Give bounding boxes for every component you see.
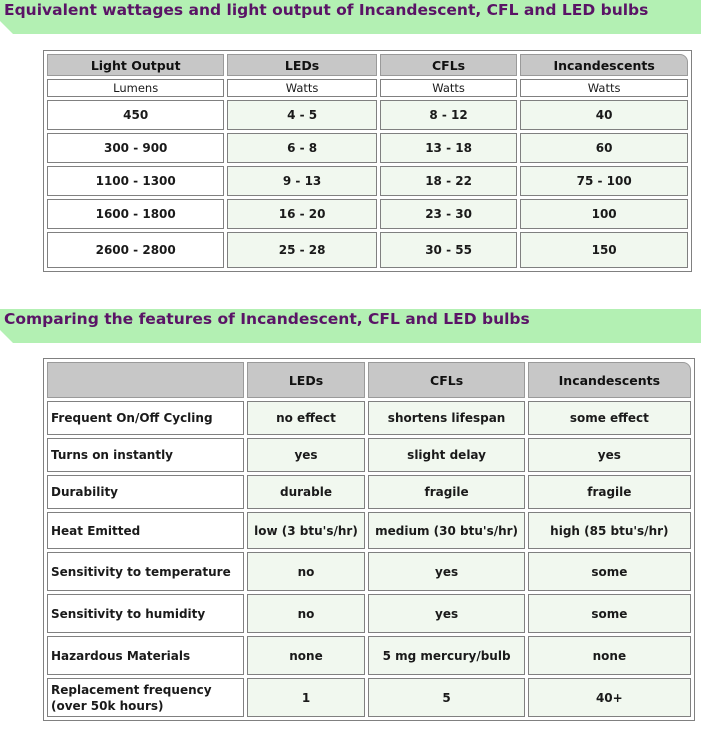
header-cfls: CFLs — [380, 54, 517, 76]
cfl-value-cell: yes — [368, 594, 524, 633]
unit-lumens: Lumens — [47, 79, 224, 97]
led-value-cell: yes — [247, 438, 366, 472]
header-leds: LEDs — [227, 54, 376, 76]
cfl-watts-cell: 18 - 22 — [380, 166, 517, 196]
cfl-value-cell: slight delay — [368, 438, 524, 472]
led-value-cell: durable — [247, 475, 366, 509]
section-2-title: Comparing the features of Incandescent, CFL and LED bulbs — [4, 310, 530, 328]
unit-watts-incandescents: Watts — [520, 79, 688, 97]
cfl-watts-cell: 23 - 30 — [380, 199, 517, 229]
incandescent-value-cell: some — [528, 594, 691, 633]
cfl-value-cell: yes — [368, 552, 524, 591]
cfl-value-cell: 5 — [368, 678, 524, 717]
incandescent-watts-cell: 40 — [520, 100, 688, 130]
header-feature — [47, 362, 244, 398]
feature-label: Heat Emitted — [47, 512, 244, 549]
feature-label: Frequent On/Off Cycling — [47, 401, 244, 435]
cfl-value-cell: fragile — [368, 475, 524, 509]
incandescent-value-cell: some effect — [528, 401, 691, 435]
led-watts-cell: 4 - 5 — [227, 100, 376, 130]
banner-notch — [0, 21, 13, 34]
lumens-cell: 1100 - 1300 — [47, 166, 224, 196]
section-2-banner — [0, 309, 701, 343]
cfl-value-cell: medium (30 btu's/hr) — [368, 512, 524, 549]
led-watts-cell: 9 - 13 — [227, 166, 376, 196]
section-1-title: Equivalent wattages and light output of Incandescent, CFL and LED bulbs — [4, 1, 649, 19]
incandescent-value-cell: yes — [528, 438, 691, 472]
led-value-cell: no — [247, 552, 366, 591]
led-value-cell: no — [247, 594, 366, 633]
lumens-cell: 1600 - 1800 — [47, 199, 224, 229]
incandescent-value-cell: high (85 btu's/hr) — [528, 512, 691, 549]
incandescent-value-cell: some — [528, 552, 691, 591]
incandescent-watts-cell: 150 — [520, 232, 688, 268]
feature-label: Sensitivity to temperature — [47, 552, 244, 591]
wattage-table — [43, 50, 692, 272]
feature-label: Turns on instantly — [47, 438, 244, 472]
section-1-banner — [0, 0, 701, 34]
led-watts-cell: 16 - 20 — [227, 199, 376, 229]
unit-watts-leds: Watts — [227, 79, 376, 97]
incandescent-value-cell: 40+ — [528, 678, 691, 717]
banner-notch — [0, 330, 13, 343]
cfl-value-cell: shortens lifespan — [368, 401, 524, 435]
header-cfls: CFLs — [368, 362, 524, 398]
led-value-cell: no effect — [247, 401, 366, 435]
incandescent-value-cell: fragile — [528, 475, 691, 509]
incandescent-watts-cell: 100 — [520, 199, 688, 229]
lumens-cell: 2600 - 2800 — [47, 232, 224, 268]
cfl-value-cell: 5 mg mercury/bulb — [368, 636, 524, 675]
cfl-watts-cell: 30 - 55 — [380, 232, 517, 268]
led-watts-cell: 25 - 28 — [227, 232, 376, 268]
unit-watts-cfls: Watts — [380, 79, 517, 97]
led-value-cell: 1 — [247, 678, 366, 717]
incandescent-watts-cell: 75 - 100 — [520, 166, 688, 196]
cfl-watts-cell: 8 - 12 — [380, 100, 517, 130]
header-incandescents: Incandescents — [528, 362, 691, 398]
led-value-cell: none — [247, 636, 366, 675]
cfl-watts-cell: 13 - 18 — [380, 133, 517, 163]
header-light-output: Light Output — [47, 54, 224, 76]
incandescent-watts-cell: 60 — [520, 133, 688, 163]
header-incandescents: Incandescents — [520, 54, 688, 76]
feature-label: Replacement frequency (over 50k hours) — [47, 678, 244, 717]
led-watts-cell: 6 - 8 — [227, 133, 376, 163]
lumens-cell: 450 — [47, 100, 224, 130]
header-leds: LEDs — [247, 362, 366, 398]
led-value-cell: low (3 btu's/hr) — [247, 512, 366, 549]
features-table — [43, 358, 695, 721]
feature-label: Durability — [47, 475, 244, 509]
incandescent-value-cell: none — [528, 636, 691, 675]
lumens-cell: 300 - 900 — [47, 133, 224, 163]
feature-label: Hazardous Materials — [47, 636, 244, 675]
feature-label: Sensitivity to humidity — [47, 594, 244, 633]
